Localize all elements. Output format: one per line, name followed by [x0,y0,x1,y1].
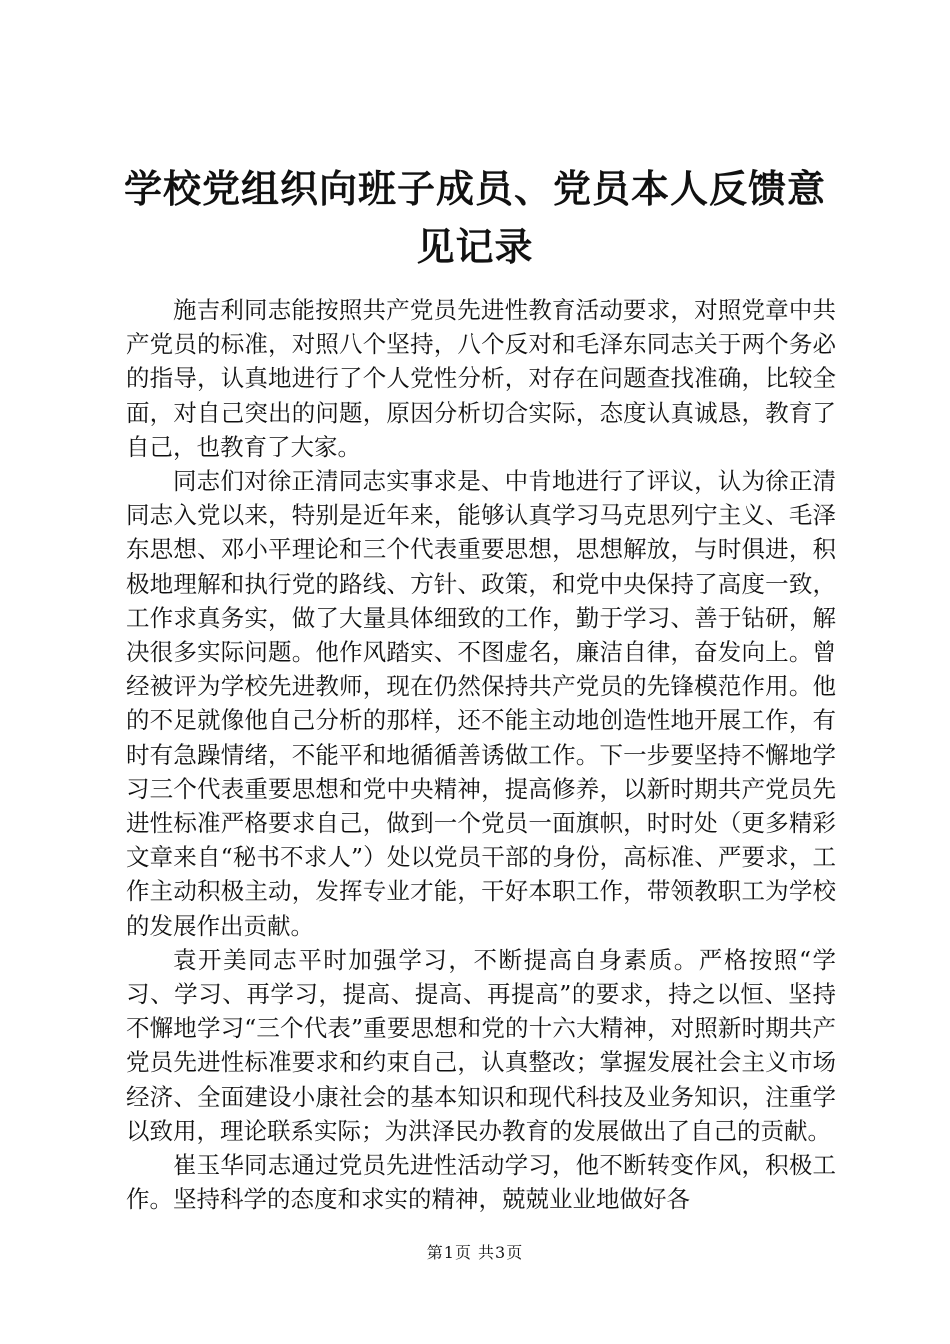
paragraph-4: 崔玉华同志通过党员先进性活动学习，他不断转变作风，积极工作。坚持科学的态度和求实的精神，兢兢业业地做好各 [126,1151,836,1214]
page-number-label: 第1页 共3页 [426,1243,524,1262]
page-footer [0,1240,950,1263]
paragraph-1: 施吉利同志能按照共产党员先进性教育活动要求，对照党章中共产党员的标准，对照八个坚持，八个反对和毛泽东同志关于两个务必的指导，认真地进行了个人党性分析，对存在问题查找准确，比较全面，对自己突出的问题，原因分析切合实际，态度认真诚恳，教育了自己，也教育了大家。 [126,296,836,461]
paragraph-2: 同志们对徐正清同志实事求是、中肯地进行了评议，认为徐正清同志入党以来，特别是近年来，能够认真学习马克思列宁主义、毛泽东思想、邓小平理论和三个代表重要思想，思想解放，与时俱进，积极地理解和执行党的路线、方针、政策，和党中央保持了高度一致，工作求真务实，做了大量具体细致的工作，勤于学习、善于钻研，解决很多实际问题。他作风踏实、不图虚名，廉洁自律，奋发向上。曾经被评为学校先进教师，现在仍然保持共产党员的先锋模范作用。他的不足就像他自己分析的那样，还不能主动地创造性地开展工作，有时有急躁情绪，不能平和地循循善诱做工作。下一步要坚持不懈地学习三个代表重要思想和党中央精神，提高修养，以新时期共产党员先进性标准严格要求自己，做到一个党员一面旗帜，时时处（更多精彩文章来自“秘书不求人”）处以党员干部的身份，高标准、严要求，工作主动积极主动，发挥专业才能，干好本职工作，带领教职工为学校的发展作出贡献。 [126,467,836,940]
document-title: 学校党组织向班子成员、党员本人反馈意见记录 [123,166,826,269]
document-body [126,293,836,1216]
paragraph-3: 袁开美同志平时加强学习，不断提高自身素质。严格按照“学习、学习、再学习，提高、提高、再提高”的要求，持之以恒、坚持不懈地学习“三个代表”重要思想和党的十六大精神，对照新时期共产党员先进性标准要求和约束自己，认真整改；掌握发展社会主义市场经济、全面建设小康社会的基本知识和现代科技及业务知识，注重学以致用，理论联系实际；为洪泽民办教育的发展做出了自己的贡献。 [126,945,836,1145]
